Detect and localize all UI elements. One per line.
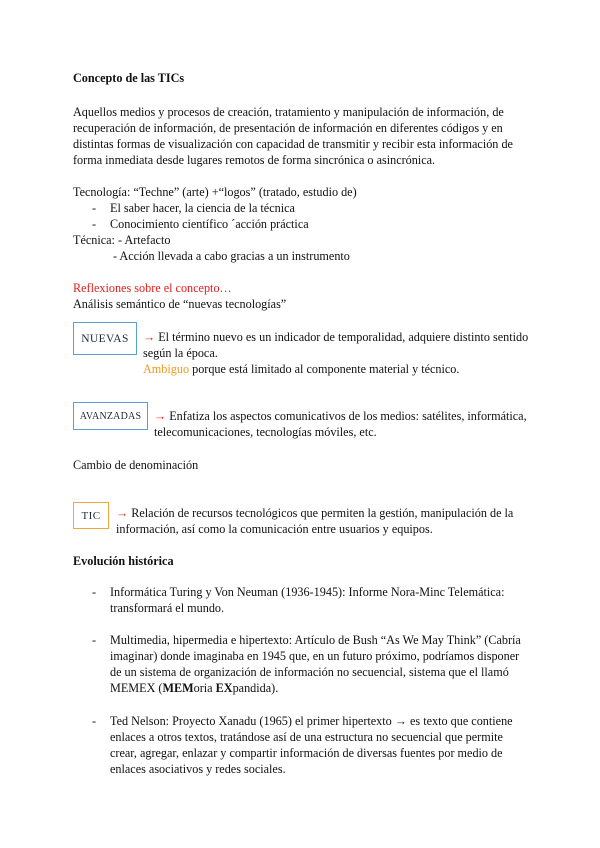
intro-paragraph — [73, 104, 513, 168]
arrow-icon: → — [116, 506, 129, 520]
evolucion-line: enlaces asociativos y redes sociales. — [110, 762, 286, 776]
evolucion-line: Multimedia, hipermedia e hipertexto: Artículo de Bush “As We May Think” (Cabría — [110, 633, 521, 647]
ambiguo-rest: porque está limitado al componente material y técnico. — [189, 362, 460, 376]
evolucion-line: Informática Turing y Von Neuman (1936-1945): Informe Nora-Minc Telemática: — [110, 585, 505, 599]
analisis-heading: Análisis semántico de “nuevas tecnologías” — [73, 297, 287, 311]
avanzadas-line1 — [154, 408, 527, 424]
bullet-dash: - — [92, 633, 97, 647]
ambiguo-word: Ambiguo — [143, 362, 190, 376]
intro-line: recuperación de información, de presentación de información en diferentes códigos y en — [73, 121, 503, 135]
cambio-heading: Cambio de denominación — [73, 458, 199, 472]
evolucion-line: crear, agregar, enlazar y compartir información de diversas fuentes por medio de — [110, 746, 503, 760]
avanzadas-text: Enfatiza los aspectos comunicativos de los medios: satélites, informática, — [166, 409, 527, 423]
avanzadas-line2: telecomunicaciones, tecnologías móviles, etc. — [154, 425, 377, 439]
memex-bold-mem: MEM — [162, 681, 194, 695]
tic-line1 — [116, 505, 513, 521]
memex-pre: MEMEX ( — [110, 681, 163, 695]
evolucion-item-1 — [110, 584, 504, 616]
tic-box — [73, 502, 109, 529]
evolucion-line: Ted Nelson: Proyecto Xanadu (1965) el primer hipertexto → es texto que contiene — [110, 714, 513, 728]
evolucion-item-2 — [110, 632, 521, 696]
evolucion-heading: Evolución histórica — [73, 554, 174, 568]
nuevas-line3 — [143, 361, 459, 377]
arrow-icon: → — [154, 409, 167, 423]
evolucion-line: transformará el mundo. — [110, 601, 225, 615]
bullet-dash: - — [92, 585, 97, 599]
tic-line2: información, así como la comunicación entre usuarios y equipos. — [116, 522, 433, 536]
memex-bold-ex: EX — [215, 681, 233, 695]
evolucion-line: imaginar) donde imaginaba en 1945 que, en un futuro próximo, podríamos disponer — [110, 649, 520, 663]
avanzadas-box-label: AVANZADAS — [79, 410, 142, 422]
memex-mid: oria — [193, 681, 216, 695]
nuevas-line2: según la época. — [143, 346, 218, 360]
tic-box-label: TIC — [81, 509, 101, 522]
evolucion-item-3 — [110, 713, 513, 777]
arrow-icon: → — [143, 330, 156, 344]
bullet-dash: - — [92, 714, 97, 728]
nuevas-box — [73, 322, 137, 355]
tic-text: Relación de recursos tecnológicos que permiten la gestión, manipulación de la — [128, 506, 514, 520]
reflexiones-heading: Reflexiones sobre el concepto… — [73, 281, 232, 295]
intro-line: Aquellos medios y procesos de creación, tratamiento y manipulación de información, de — [73, 105, 504, 119]
page-title: Concepto de las TICs — [73, 71, 185, 85]
tecnologia-item: Conocimiento científico ´acción práctica — [110, 217, 309, 231]
avanzadas-box — [73, 402, 148, 430]
evolucion-line — [110, 680, 521, 696]
evolucion-line: enlaces a otros textos, tratándose así de una estructura no secuencial que permite — [110, 730, 503, 744]
nuevas-line1 — [143, 329, 528, 345]
intro-line: distintas formas de visualización con capacidad de transmitir y recibir esta información de — [73, 137, 513, 151]
intro-line: forma inmediata desde lugares remotos de forma sincrónica o asincrónica. — [73, 153, 436, 167]
memex-post: pandida). — [232, 681, 279, 695]
tecnica-label: Técnica: - Artefacto — [73, 233, 171, 247]
tecnica-item: - Acción llevada a cabo gracias a un instrumento — [113, 249, 350, 263]
bullet-dash: - — [92, 201, 97, 215]
evolucion-line: de un sistema de organización de información no secuencial, sistema que el llamó — [110, 665, 509, 679]
tecnologia-label: Tecnología: “Techne” (arte) +“logos” (tratado, estudio de) — [73, 185, 357, 199]
nuevas-text: El término nuevo es un indicador de temporalidad, adquiere distinto sentido — [155, 330, 529, 344]
bullet-dash: - — [92, 217, 97, 231]
nuevas-box-label: NUEVAS — [81, 332, 129, 345]
tecnologia-item: El saber hacer, la ciencia de la técnica — [110, 201, 295, 215]
